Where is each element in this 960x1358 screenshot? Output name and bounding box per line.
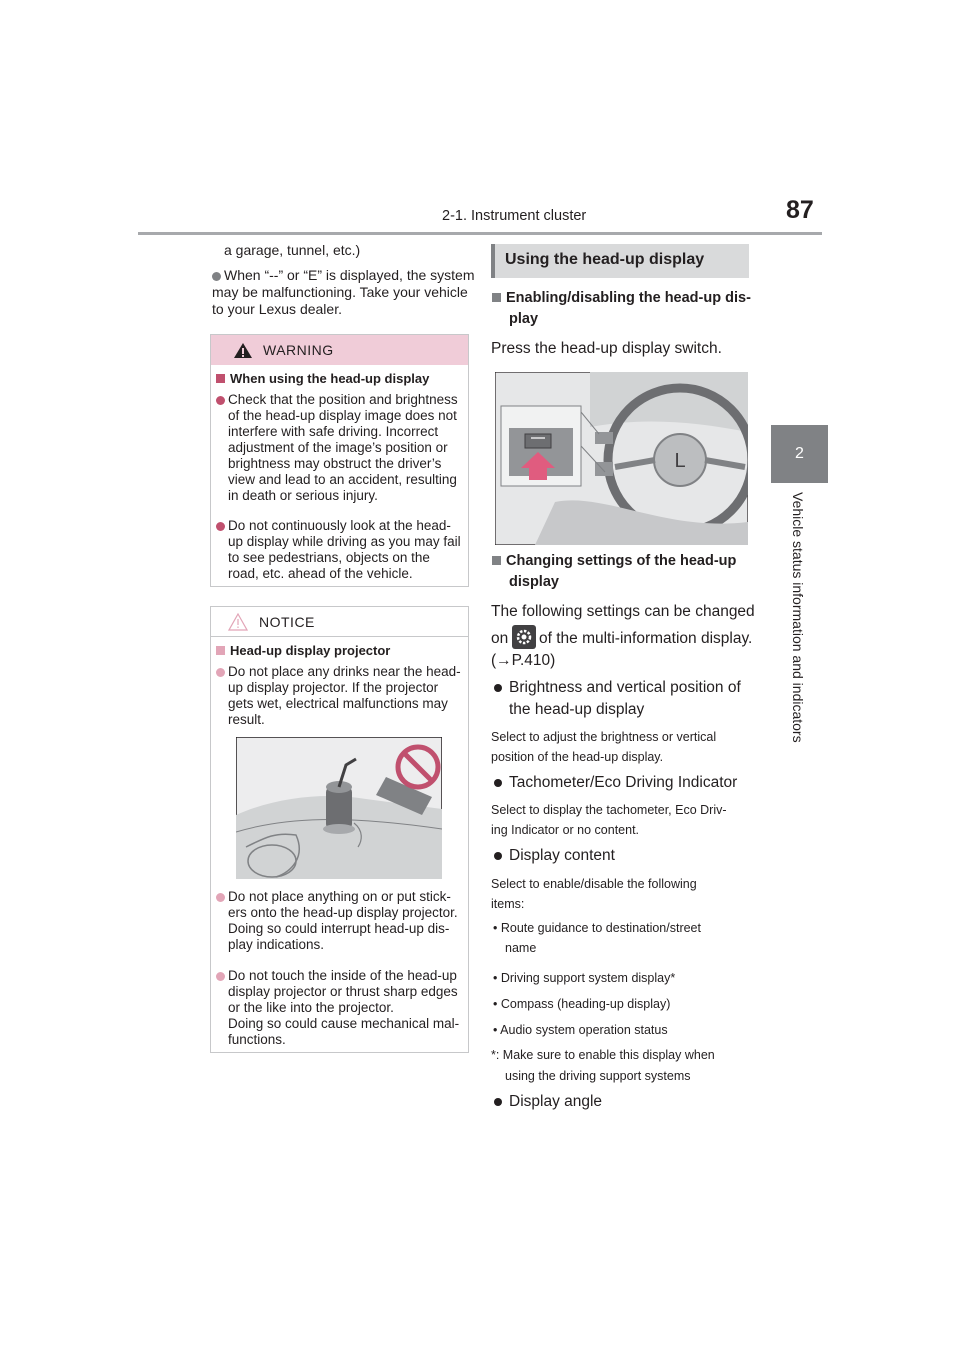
change-heading-line2: display: [509, 574, 559, 590]
footnote: using the driving support systems: [505, 1069, 691, 1083]
notice-line: Do not place anything on or put stick-: [228, 889, 451, 904]
enable-text: Press the head-up display switch.: [491, 340, 722, 357]
footnote: *: Make sure to enable this display when: [491, 1048, 715, 1062]
notice-line: display projector or thrust sharp edges: [228, 984, 458, 999]
bullet-icon: [216, 972, 225, 981]
settings-gear-icon: [512, 625, 536, 649]
change-heading: Changing settings of the head-up: [492, 553, 736, 570]
bullet-line: to your Lexus dealer.: [212, 301, 342, 317]
section-label: 2-1. Instrument cluster: [442, 208, 587, 224]
change-text: The following settings can be changed: [491, 603, 755, 620]
chapter-title: Vehicle status information and indicators: [790, 492, 806, 743]
warning-line: interfere with safe driving. Incorrect: [228, 424, 439, 439]
notice-line: gets wet, electrical malfunctions may: [228, 696, 448, 711]
notice-line: ers onto the head-up display projector.: [228, 905, 458, 920]
sub-item: • Compass (heading-up display): [493, 997, 671, 1011]
bullet-icon: [216, 396, 225, 405]
item-title: Display angle: [509, 1093, 603, 1110]
chapter-tab: [771, 425, 828, 483]
bullet-icon: [494, 779, 502, 787]
warning-line: of the head-up display image does not: [228, 408, 457, 423]
bullet-line: When “--” or “E” is displayed, the system: [224, 267, 475, 283]
item-desc: position of the head-up display.: [491, 750, 664, 764]
bullet-icon: [494, 1098, 502, 1106]
notice-header: [211, 607, 468, 637]
header-rule: [138, 232, 822, 235]
warning-line: adjustment of the image’s position or: [228, 440, 448, 455]
item-title: Brightness and vertical position of: [509, 679, 741, 696]
notice-box: [210, 606, 469, 1053]
bullet-icon: [216, 893, 225, 902]
notice-title: NOTICE: [259, 614, 315, 630]
sub-item: • Driving support system display*: [493, 971, 676, 985]
section-heading: [491, 244, 749, 278]
bullet-line: may be malfunctioning. Take your vehicle: [212, 284, 468, 300]
warning-title: WARNING: [263, 342, 334, 358]
item-desc: Select to display the tachometer, Eco Driv-: [491, 803, 727, 817]
warning-line: to see pedestrians, objects on the: [228, 550, 430, 565]
item-title: Tachometer/Eco Driving Indicator: [509, 774, 738, 791]
item-desc: Select to enable/disable the following: [491, 877, 697, 891]
square-bullet-icon: [216, 646, 225, 655]
warning-line: Check that the position and brightness: [228, 392, 458, 407]
bullet-icon: [212, 272, 221, 281]
warning-line: road, etc. ahead of the vehicle.: [228, 566, 413, 581]
warning-subheading: When using the head-up display: [216, 370, 429, 387]
notice-subheading: Head-up display projector: [216, 642, 390, 659]
warning-line: view and lead to an accident, resulting: [228, 472, 457, 487]
bullet-icon: [494, 852, 502, 860]
notice-line: Do not touch the inside of the head-up: [228, 968, 457, 983]
warning-header: [211, 335, 468, 365]
hud-switch-illustration: [495, 372, 748, 545]
warning-box: [210, 334, 469, 587]
warning-line: in death or serious injury.: [228, 488, 378, 503]
section-heading-text: Using the head-up display: [505, 251, 705, 268]
item-title: Display content: [509, 847, 615, 864]
item-title: the head-up display: [509, 701, 645, 718]
bullet-icon: [494, 684, 502, 692]
change-text-on: on: [491, 630, 509, 647]
notice-line: Doing so could cause mechanical mal-: [228, 1016, 460, 1031]
bullet-icon: [216, 668, 225, 677]
svg-text:L: L: [674, 450, 686, 472]
notice-line: Do not place any drinks near the head-: [228, 664, 461, 679]
warning-line: brightness may obstruct the driver’s: [228, 456, 442, 471]
chapter-number: 2: [795, 445, 804, 462]
page-number: 87: [786, 196, 814, 224]
sub-item: • Audio system operation status: [493, 1023, 668, 1037]
notice-line: up display projector. If the projector: [228, 680, 439, 695]
notice-line: functions.: [228, 1032, 286, 1047]
sub-item: name: [505, 941, 537, 955]
notice-triangle-icon: [228, 613, 248, 631]
no-drinks-illustration: [236, 737, 442, 879]
warning-triangle-icon: [233, 342, 253, 359]
warning-line: Do not continuously look at the head-: [228, 518, 451, 533]
bullet-icon: [216, 522, 225, 531]
enable-heading-line2: play: [509, 311, 539, 327]
item-desc: items:: [491, 897, 525, 911]
notice-line: Doing so could interrupt head-up dis-: [228, 921, 450, 936]
square-bullet-icon: [492, 556, 501, 565]
notice-line: result.: [228, 712, 265, 727]
change-text-2: of the multi-information display.: [539, 630, 753, 647]
enable-heading: Enabling/disabling the head-up dis-: [492, 290, 751, 307]
item-desc: Select to adjust the brightness or vertical: [491, 730, 717, 744]
warning-line: up display while driving as you may fail: [228, 534, 461, 549]
notice-line: play indications.: [228, 937, 325, 952]
change-reference: (→P.410): [491, 652, 556, 669]
square-bullet-icon: [216, 374, 225, 383]
continued-text: a garage, tunnel, etc.): [224, 242, 361, 258]
notice-line: or the like into the projector.: [228, 1000, 394, 1015]
sub-item: • Route guidance to destination/street: [493, 921, 701, 935]
square-bullet-icon: [492, 293, 501, 302]
item-desc: ing Indicator or no content.: [491, 823, 640, 837]
